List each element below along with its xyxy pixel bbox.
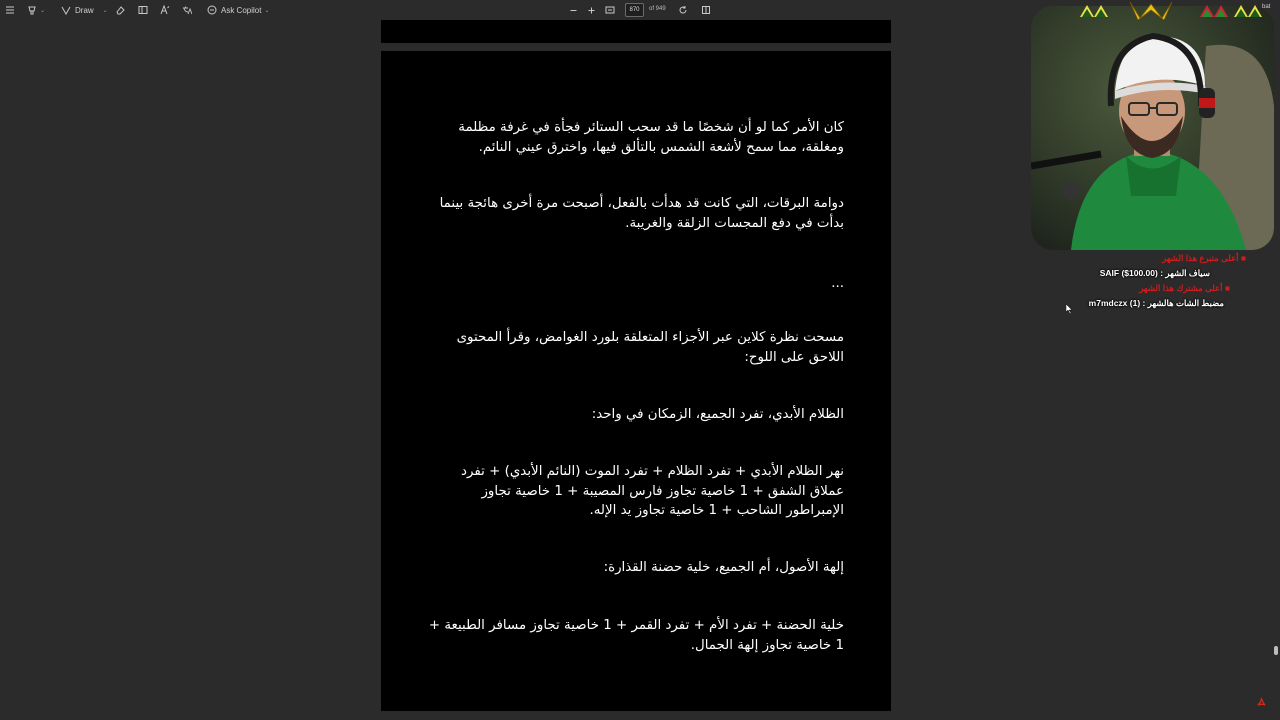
overlay-line-top-subscriber-title: ■ أعلى مشترك هذا الشهر [1139,283,1230,293]
previous-page [381,20,891,43]
highlight-button[interactable] [27,2,45,18]
translate-icon [182,5,192,15]
draw-icon [61,5,71,15]
read-aloud-icon [160,5,170,15]
chevron-down-icon: ⌄ [102,6,108,14]
page-view-button[interactable] [701,2,711,18]
paragraph-3: مسحت نظرة كلاين عبر الأجزاء المتعلقة بلورد الغوامض، وقرأ المحتوى اللاحق على اللوح: [456,330,844,365]
pdf-icon [1256,692,1266,702]
zoom-out-button[interactable] [569,2,578,18]
text-box-icon [138,5,148,15]
decor-triangles-icon [1080,3,1108,17]
highlight-icon [27,5,37,15]
text-box-button[interactable] [138,2,148,18]
paragraph-1: كان الأمر كما لو أن شخصًا ما قد سحب الستائر فجأة في غرفة مظلمة ومغلقة، مما سمح لأشعة الشمس بالتألق فيها، واخترق عيني النائم. [458,120,844,155]
overlay-line-top-donor-title: ■ أعلى متبرع هذا الشهر [1162,253,1246,263]
mouse-cursor-icon [1066,299,1072,309]
zoom-in-icon [587,6,596,15]
zoom-out-icon [569,6,578,15]
paragraph-2: دوامة البرقات، التي كانت قد هدأت بالفعل، أصبحت مرة أخرى هائجة بينما بدأت في دفع المجسات الزلقة والغريبة. [439,196,844,231]
webcam-feed [1031,6,1274,250]
chevron-down-icon: ⌄ [40,6,46,14]
rotate-icon [678,5,688,15]
paragraph-4: الظلام الأبدي، تفرد الجميع، الزمكان في واحد: [591,407,844,422]
paragraph-7: خلية الحضنة + تفرد الأم + تفرد القمر + 1 خاصية تجاوز مسافر الطبيعة + 1 خاصية تجاوز إلهة الجمال. [428,618,844,653]
decor-triangles-icon [1234,3,1262,17]
page-view-icon [701,5,711,15]
fit-page-button[interactable] [605,2,615,18]
crown-logo-icon [1128,0,1174,20]
list-icon [5,5,15,15]
draw-button[interactable] [61,2,108,18]
read-aloud-button[interactable] [160,2,170,18]
zoom-in-button[interactable] [587,2,596,18]
ask-copilot-label: Ask Copilot [221,5,262,15]
chevron-down-icon: ⌄ [264,6,270,14]
draw-label: Draw [75,5,94,15]
copilot-icon [207,5,217,15]
page-total-label: of 949 [649,6,666,12]
overlay-line-top-donor: سياف الشهر : SAIF ($100.00) [1099,268,1210,278]
page-number-input[interactable]: 870 [625,3,644,17]
paragraph-5: نهر الظلام الأبدي + تفرد الظلام + تفرد الموت (النائم الأبدي) + تفرد عملاق الشفق + 1 خاصية تجاوز فارس المصيبة + 1 خاصية تجاوز الإمبراطور الشاحب + 1 خاصية تجاوز يد الإله. [461,464,844,518]
document-page [381,51,891,711]
scrollbar-thumb[interactable] [1274,646,1278,655]
paragraph-6: إلهة الأصول، أم الجميع، خلية حضنة القذارة: [603,560,844,575]
contents-button[interactable] [5,2,15,18]
eraser-button[interactable] [115,2,125,18]
rotate-button[interactable] [678,2,688,18]
fit-page-icon [605,5,615,15]
ask-copilot-button[interactable] [207,2,270,18]
decor-triangles-icon [1200,3,1228,17]
cam-corner-label: bat [1262,4,1271,10]
translate-button[interactable] [182,2,192,18]
overlay-line-chat-moderator: مضبط الشات هالشهر : m7mdczx (1) [1088,298,1224,308]
paragraph-ellipsis: ... [831,276,844,291]
eraser-icon [115,5,125,15]
